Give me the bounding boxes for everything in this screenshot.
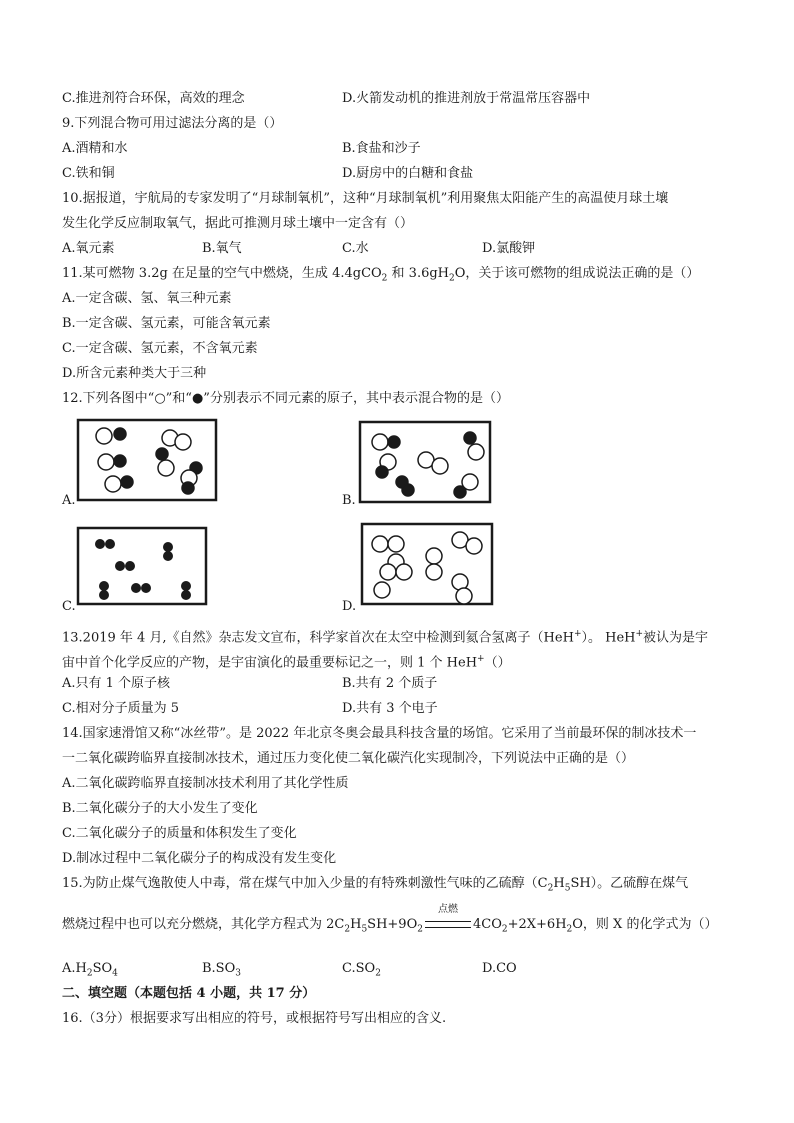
- q10-stem-line2: 发生化学反应制取氧气，据此可推测月球土壤中一定含有（）: [62, 216, 414, 231]
- q12-stem: 12.下列各图中“○”和“●”分别表示不同元素的原子，其中表示混合物的是（）: [62, 391, 509, 406]
- q9-option-b: B.食盐和沙子: [342, 141, 421, 156]
- white-atom: [372, 536, 388, 552]
- black-atom: [402, 484, 414, 496]
- white-atom: [426, 548, 442, 564]
- black-atom: [141, 583, 151, 593]
- q12-label-a: A.: [62, 493, 76, 508]
- q15-option-c: $C.SO_2$: [342, 961, 381, 979]
- white-atom: [380, 564, 396, 580]
- white-atom: [175, 434, 191, 450]
- q13-option-b: B.共有 2 个质子: [342, 676, 438, 691]
- black-atom: [131, 583, 141, 593]
- q9-option-a: A.酒精和水: [62, 141, 128, 156]
- q12-figure-d: [360, 522, 496, 608]
- q14-option-c: C.二氧化碳分子的质量和体积发生了变化: [62, 826, 297, 841]
- white-atom: [396, 564, 412, 580]
- q15-option-a: $A.H_2SO_4$: [62, 961, 118, 979]
- q15-equation-line: 燃烧过程中也可以充分燃烧，其化学方程式为 $2C_2H_5SH+9O_2$ 点燃 $4CO_2+2X+6H_2O$，则 X 的化学式为（）: [62, 904, 718, 935]
- reaction-condition: 点燃: [423, 916, 473, 934]
- q11-stem: 11.某可燃物 3.2g 在足量的空气中燃烧，生成 4.4gCO$_2$ 和 $3.6gH_2O$，关于该可燃物的组成说法正确的是（）: [62, 266, 700, 284]
- q9-option-d: D.厨房中的白糖和食盐: [342, 166, 474, 181]
- white-atom: [98, 454, 114, 470]
- black-atom: [163, 542, 173, 552]
- q8-option-d: D.火箭发动机的推进剂放于常温常压容器中: [342, 91, 591, 106]
- q13-stem-line2: 宙中首个化学反应的产物，是宇宙演化的最重要标记之一，则 1 个 HeH+（）: [62, 654, 511, 671]
- black-atom: [99, 581, 109, 591]
- q10-option-b: B.氧气: [202, 241, 242, 256]
- q10-option-a: A.氧元素: [62, 241, 115, 256]
- white-atom: [158, 460, 174, 476]
- q11-option-d: D.所含元素种类大于三种: [62, 366, 207, 381]
- white-atom: [96, 428, 112, 444]
- q14-option-d: D.制冰过程中二氧化碳分子的构成没有发生变化: [62, 851, 337, 866]
- black-atom: [121, 476, 133, 488]
- q14-stem-line2: 一二氧化碳跨临界直接制冰技术，通过压力变化使二氧化碳汽化实现制冷，下列说法中正确的是（）: [62, 751, 635, 766]
- q14-option-b: B.二氧化碳分子的大小发生了变化: [62, 801, 258, 816]
- white-atom: [426, 564, 442, 580]
- black-atom: [454, 486, 466, 498]
- q14-stem-line1: 14.国家速滑馆又称“冰丝带”。是 2022 年北京冬奥会最具科技含量的场馆。它采用了当前最环保的制冰技术一: [62, 726, 697, 741]
- q8-option-c: C.推进剂符合环保，高效的理念: [62, 91, 245, 106]
- q11-option-a: A.一定含碳、氢、氧三种元素: [62, 291, 232, 306]
- black-atom: [114, 455, 126, 467]
- white-atom: [468, 444, 484, 460]
- white-atom: [372, 434, 388, 450]
- equals-sign: [425, 921, 471, 928]
- black-atom: [464, 432, 476, 444]
- black-atom: [105, 539, 115, 549]
- q15-stem-line1: 15.为防止煤气逸散使人中毒，常在煤气中加入少量的有特殊刺激性气味的乙硫醇$(C_2H_5SH)$。乙硫醇在煤气: [62, 876, 689, 894]
- q11-option-b: B.一定含碳、氢元素，可能含氧元素: [62, 316, 271, 331]
- q12-label-b: B.: [342, 493, 356, 508]
- white-atom: [456, 588, 472, 604]
- q12-figure-a: [76, 418, 220, 504]
- black-atom: [115, 561, 125, 571]
- q12-figure-b: [358, 420, 494, 506]
- black-atom: [156, 448, 168, 460]
- black-atom: [163, 551, 173, 561]
- section-heading: 二、填空题（本题包括 4 小题，共 17 分）: [62, 986, 316, 1001]
- white-atom: [466, 538, 482, 554]
- black-atom: [114, 428, 126, 440]
- white-atom: [388, 536, 404, 552]
- q13-stem-line1: 13.2019 年 4 月,《自然》杂志发文宣布，科学家首次在太空中检测到氦合氢离子（HeH+）。 HeH+被认为是宇: [62, 629, 709, 646]
- q11-option-c: C.一定含碳、氢元素，不含氧元素: [62, 341, 258, 356]
- black-atom: [99, 590, 109, 600]
- q14-option-a: A.二氧化碳跨临界直接制冰技术利用了其化学性质: [62, 776, 349, 791]
- q13-option-a: A.只有 1 个原子核: [62, 676, 171, 691]
- black-atom: [125, 561, 135, 571]
- white-atom: [374, 582, 390, 598]
- q12-figure-c: [76, 526, 210, 608]
- q9-stem: 9.下列混合物可用过滤法分离的是（）: [62, 116, 283, 131]
- black-atom: [376, 466, 388, 478]
- white-atom: [105, 476, 121, 492]
- q10-option-c: C.水: [342, 241, 369, 256]
- q15-option-b: $B.SO_3$: [202, 961, 241, 979]
- black-atom: [388, 436, 400, 448]
- q15-option-d: D.CO: [482, 961, 517, 976]
- q12-label-c: C.: [62, 599, 76, 614]
- q16-stem: 16.（3分）根据要求写出相应的符号，或根据符号写出相应的含义.: [62, 1011, 447, 1026]
- white-atom: [432, 458, 448, 474]
- q12-label-d: D.: [342, 599, 357, 614]
- black-atom: [181, 581, 191, 591]
- q10-option-d: D.氯酸钾: [482, 241, 536, 256]
- q13-option-d: D.共有 3 个电子: [342, 701, 438, 716]
- black-atom: [182, 482, 194, 494]
- q13-option-c: C.相对分子质量为 5: [62, 701, 180, 716]
- black-atom: [181, 590, 191, 600]
- q10-stem-line1: 10.据报道，宇航局的专家发明了“月球制氧机”，这种“月球制氧机”利用聚焦太阳能产生的高温使月球土壤: [62, 191, 669, 206]
- black-atom: [95, 539, 105, 549]
- q9-option-c: C.铁和铜: [62, 166, 115, 181]
